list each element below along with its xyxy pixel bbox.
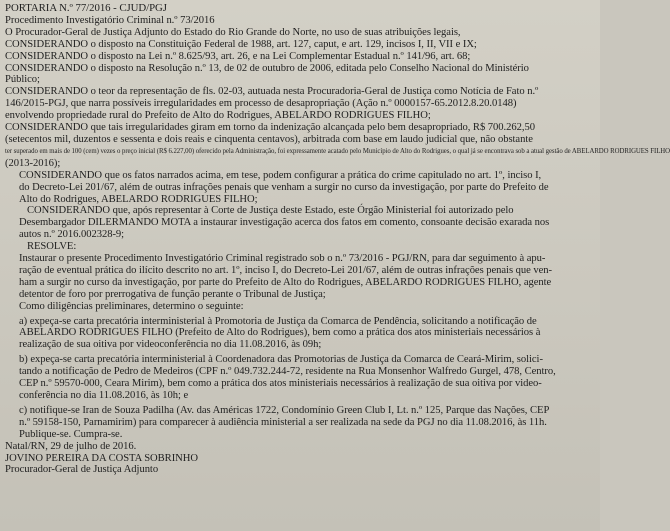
text-line: RESOLVE: — [27, 241, 77, 253]
text-line: do Decreto-Lei 201/67, além de outras infrações penais que venham a surgir no curso da investigação, por parte do Prefeito de — [19, 181, 549, 193]
text-line: tando a notificação de Pedro de Medeiros (CPF n.º 049.732.244-72, residente na Rua Monsenhor Walfredo Gurgel, 478, Centro, — [19, 366, 556, 378]
text-line: ração de eventual prática do ilícito descrito no art. 1º, inciso I, do Decreto-Lei 201/67, além de outras infrações penais que ven- — [19, 264, 552, 276]
text-line: CONSIDERANDO o disposto na Constituição Federal de 1988, art. 127, caput, e art. 129, incisos I, II, VII e IX; — [5, 38, 477, 50]
text-line: ter superado em mais de 100 (cem) vezes o preço inicial (R$ 6.227,00) oferecido pela Administração, foi expressamente acatado pelo Município de Alto do Rodrigues, o qual já se encontrava sob a atual gestão de ABELARDO RODRIGUES FILHO — [5, 147, 670, 155]
text-line: CONSIDERANDO o disposto na Lei n.º 8.625/93, art. 26, e na Lei Complementar Estadual n.º 141/96, art. 68; — [5, 50, 471, 62]
text-line: realização de sua oitiva por videoconferência no dia 11.08.2016, às 09h; — [19, 339, 322, 351]
text-line: CONSIDERANDO o teor da representação de fls. 02-03, autuada nesta Procuradoria-Geral de Justiça como Notícia de Fato n.º — [5, 86, 539, 98]
text-line: ABELARDO RODRIGUES FILHO (Prefeito de Alto do Rodrigues), bem como a prática dos atos ministeriais necessários à — [19, 327, 541, 339]
text-line: a) expeça-se carta precatória interministerial à Promotoria de Justiça da Comarca de Pendência, solicitando a notificação de — [19, 315, 537, 327]
text-line: autos n.º 2016.002328-9; — [19, 229, 125, 241]
portaria-text — [5, 2, 670, 476]
text-line: CONSIDERANDO que os fatos narrados acima, em tese, podem configurar a prática do crime capitulado no art. 1º, inciso I, — [19, 169, 542, 181]
text-line: ham a surgir no curso da investigação, por parte do Prefeito de Alto do Rodrigues, ABELARDO RODRIGUES FILHO, agente — [19, 276, 552, 288]
text-line: 146/2015-PGJ, que narra possíveis irregularidades em processo de desapropriação (Ação n.º 0000157-65.2012.8.20.0148) — [5, 98, 517, 110]
text-line: envolvendo propriedade rural do Prefeito de Alto do Rodrigues, ABELARDO RODRIGUES FILHO; — [5, 110, 431, 122]
text-line: CEP n.º 59570-000, Ceara Mirim), bem como a prática dos atos ministeriais necessários à realização de sua oitiva por video- — [19, 378, 542, 390]
text-line: n.º 59158-150, Parnamirim) para comparecer à audiência ministerial a ser realizada na sede da PGJ no dia 11.08.2016, às 11h. — [19, 416, 547, 428]
text-line: Como diligências preliminares, determino o seguinte: — [19, 300, 244, 312]
text-line: detentor de foro por prerrogativa de função perante o Tribunal de Justiça; — [19, 288, 326, 300]
text-line: Natal/RN, 29 de julho de 2016. — [5, 440, 137, 452]
text-line: Procurador-Geral de Justiça Adjunto — [5, 464, 159, 476]
text-line: CONSIDERANDO que tais irregularidades giram em torno da indenização alcançada pelo bem desapropriado, R$ 700.262,50 — [5, 122, 535, 134]
text-line: JOVINO PEREIRA DA COSTA SOBRINHO — [5, 452, 198, 464]
text-line: Alto do Rodrigues, ABELARDO RODRIGUES FILHO; — [19, 193, 258, 205]
text-line: b) expeça-se carta precatória interministerial à Coordenadora das Promotorias de Justiça da Comarca de Ceará-Mirim, solici- — [19, 354, 543, 366]
portaria-title: PORTARIA N.º 77/2016 - CJUD/PGJ — [5, 2, 167, 14]
text-line: (setecentos mil, duzentos e sessenta e dois reais e cinquenta centavos), arbitrada com base em laudo judicial que, não obstante — [5, 133, 533, 145]
text-line: CONSIDERANDO o disposto na Resolução n.º 13, de 02 de outubro de 2006, editada pelo Conselho Nacional do Ministério — [5, 62, 529, 74]
text-line: Publique-se. Cumpra-se. — [19, 428, 123, 440]
text-line: Procedimento Investigatório Criminal n.º 73/2016 — [5, 14, 215, 26]
text-line: Público; — [5, 74, 40, 86]
text-line: CONSIDERANDO que, após representar à Corte de Justiça deste Estado, este Órgão Ministerial foi autorizado pelo — [27, 205, 514, 217]
text-line: c) notifique-se Iran de Souza Padilha (Av. das Américas 1722, Condomínio Green Club I, Lt. n.º 125, Parque das Nações, CEP — [19, 404, 550, 416]
text-line: Desembargador DILERMANDO MOTA a instaurar investigação acerca dos fatos em comento, consoante decisão exarada nos — [19, 217, 550, 229]
text-line: (2013-2016); — [5, 157, 61, 169]
text-line: Instaurar o presente Procedimento Investigatório Criminal registrado sob o n.º 73/2016 - PGJ/RN, para dar seguimento à apu- — [19, 253, 546, 265]
text-line: O Procurador-Geral de Justiça Adjunto do Estado do Rio Grande do Norte, no uso de suas atribuições legais, — [5, 26, 461, 38]
text-line: conferência no dia 11.08.2016, às 10h; e — [19, 390, 189, 401]
